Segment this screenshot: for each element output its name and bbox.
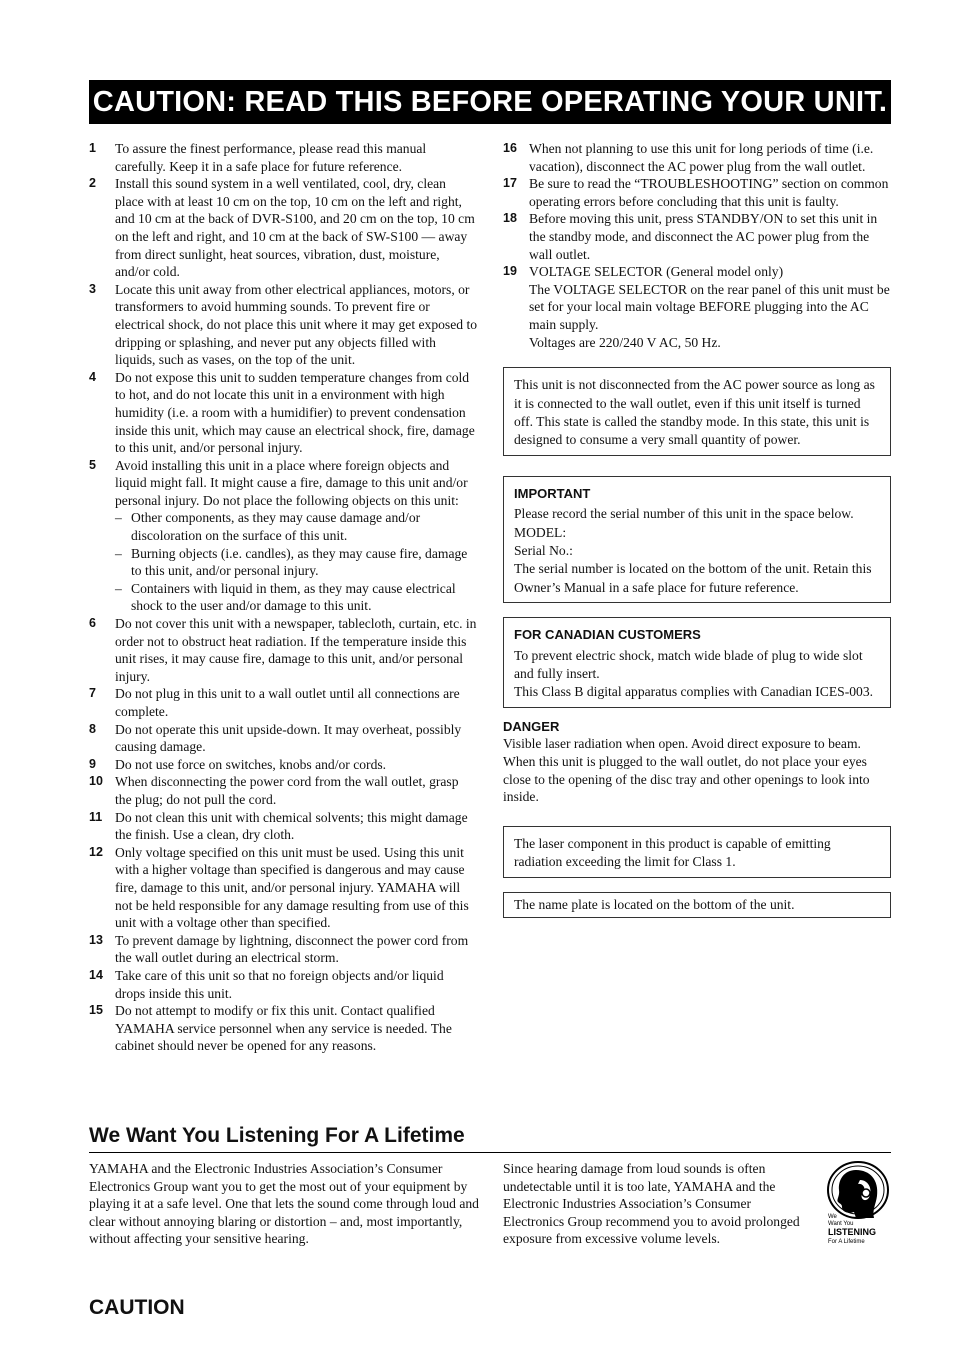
caution-list-left xyxy=(89,140,477,1055)
caution-heading: CAUTION xyxy=(89,1296,185,1319)
danger-title: DANGER xyxy=(503,718,560,734)
item-number: 1 xyxy=(89,141,96,155)
sub-item-text: Other components, as they may cause damage and/or discoloration on the surface of this unit. xyxy=(131,510,421,544)
lifetime-heading: We Want You Listening For A Lifetime xyxy=(89,1122,891,1153)
item-number: 17 xyxy=(503,176,517,191)
dash: – xyxy=(115,545,122,561)
item-text: Install this sound system in a well ventilated, cool, dry, clean place with at least 10 cm on the top, 10 cm on the left and right, and 10 cm at the back of DVR-S100, and 20 cm on the top, 10 cm on the left and right, and 10 cm at the back of SW-S100 — away from direct sunlight, heat sources, vibration, dust, moisture, and/or cold. xyxy=(115,176,475,280)
sub-item-text: Burning objects (i.e. candles), as they may cause fire, damage to this unit, and/or personal injury. xyxy=(131,545,468,579)
item-number: 10 xyxy=(89,774,103,789)
list-item xyxy=(89,1002,477,1055)
canadian-title: FOR CANADIAN CUSTOMERS xyxy=(514,627,701,643)
item-text: Before moving this unit, press STANDBY/ON to set this unit in the standby mode, and disconnect the AC power plug from the wall outlet. xyxy=(529,211,878,262)
item-text: Do not cover this unit with a newspaper, tablecloth, curtain, etc. in order not to obstruct heat radiation. If the temperature inside this unit rises, it may cause fire, damage to this unit, and/or personal injury. xyxy=(115,616,477,684)
list-item xyxy=(89,967,477,1002)
item-text: Do not operate this unit upside-down. It may overheat, possibly causing damage. xyxy=(115,721,462,755)
danger-text-2: When this unit is plugged to the wall outlet, do not place your eyes close to the opening of the disc tray and other openings to look into inside. xyxy=(503,754,870,805)
item-number: 3 xyxy=(89,281,96,296)
list-item xyxy=(89,281,477,369)
item-number: 11 xyxy=(89,809,103,824)
item-number: 7 xyxy=(89,686,96,701)
list-item xyxy=(503,140,891,175)
item-number: 12 xyxy=(89,844,103,859)
item-number: 15 xyxy=(89,1003,103,1018)
important-text: Please record the serial number of this unit in the space below. xyxy=(514,506,854,522)
item-text: Do not plug in this unit to a wall outlet until all connections are complete. xyxy=(115,686,460,719)
danger-section xyxy=(503,718,891,806)
item-number: 4 xyxy=(89,369,96,384)
sub-item xyxy=(115,545,477,580)
list-item xyxy=(89,756,477,774)
logo-text-lifetime: For A Lifetime xyxy=(828,1239,865,1245)
caution-list-right xyxy=(503,140,891,351)
model-label: MODEL: xyxy=(514,524,567,540)
item-text: Locate this unit away from other electrical appliances, motors, or transformers to avoid humming sounds. To prevent fire or electrical shock, do not place this unit where it may get exposed to dripping or splashing, and never put any objects filled with liquids, such as vases, on the top of the unit. xyxy=(115,281,478,368)
item-text: To prevent damage by lightning, disconnect the power cord from the wall outlet during an electrical storm. xyxy=(115,932,469,966)
sub-item xyxy=(115,580,477,615)
standby-notice-box xyxy=(503,367,891,456)
sub-item xyxy=(115,509,477,544)
left-column xyxy=(89,140,477,1055)
item-number: 5 xyxy=(89,457,96,472)
item-number: 8 xyxy=(89,721,96,736)
canadian-customers-box xyxy=(503,617,891,708)
item-number: 16 xyxy=(503,141,517,155)
laser-notice-text: The laser component in this product is capable of emitting radiation exceeding the limit for Class 1. xyxy=(514,835,831,870)
item-text: When disconnecting the power cord from the wall outlet, grasp the plug; do not pull the cord. xyxy=(115,774,459,807)
list-item xyxy=(89,721,477,756)
dash: – xyxy=(115,510,122,526)
list-item xyxy=(89,932,477,967)
page-title: CAUTION: READ THIS BEFORE OPERATING YOUR UNIT. xyxy=(89,80,891,124)
logo-text-listening: LISTENING xyxy=(828,1227,877,1237)
item-text: Avoid installing this unit in a place where foreign objects and liquid might fall. It might cause a fire, damage to this unit and/or personal injury. Do not place the following objects on this unit: xyxy=(115,457,468,508)
item-text: When not planning to use this unit for long periods of time (i.e. vacation), disconnect the AC power plug from the wall outlet. xyxy=(529,141,874,174)
list-item xyxy=(89,844,477,932)
canadian-text: To prevent electric shock, match wide blade of plug to wide slot and fully insert. xyxy=(514,647,863,681)
important-title: IMPORTANT xyxy=(514,485,591,501)
voltage-value: Voltages are 220/240 V AC, 50 Hz. xyxy=(529,334,721,350)
list-item xyxy=(89,809,477,844)
logo-text-want: Want You xyxy=(828,1221,854,1227)
dash: – xyxy=(115,580,122,596)
voltage-selector-heading: VOLTAGE SELECTOR (General model only) xyxy=(529,264,784,280)
danger-text: Visible laser radiation when open. Avoid direct exposure to beam. xyxy=(503,736,861,752)
item-number: 13 xyxy=(89,932,103,947)
item-text: Do not use force on switches, knobs and/or cords. xyxy=(115,756,387,772)
item-text: Only voltage specified on this unit must be used. Using this unit with a higher voltage than specified is dangerous and may cause fire, damage to this unit, and/or personal injury. YAMAHA will not be held responsible for any damage resulting from use of this unit with a voltage other than specified. xyxy=(115,844,469,931)
list-item xyxy=(89,615,477,685)
list-item xyxy=(503,263,891,351)
logo-text-we: We xyxy=(828,1214,837,1220)
standby-notice-text: This unit is not disconnected from the AC power source as long as it is connected to the wall outlet, even if this unit itself is turned off. This state is called the standby mode. In this state, this unit is designed to consume a very small quantity of power. xyxy=(514,377,875,448)
list-item xyxy=(89,369,477,457)
item-text: Do not expose this unit to sudden temperature changes from cold to hot, and do not locate this unit in a environment with high humidity (i.e. a room with a humidifier) to prevent condensation inside this unit, which may cause an electrical shock, fire, damage to this unit, and/or personal injury. xyxy=(115,369,475,456)
item-number: 14 xyxy=(89,967,103,982)
item-text: To assure the finest performance, please read this manual carefully. Keep it in a safe place for future reference. xyxy=(115,141,427,174)
nameplate-text: The name plate is located on the bottom of the unit. xyxy=(514,896,795,912)
nameplate-box xyxy=(503,892,891,918)
canadian-text-2: This Class B digital apparatus complies with Canadian ICES-003. xyxy=(514,684,874,700)
item-text: Do not attempt to modify or fix this unit. Contact qualified YAMAHA service personnel when any service is needed. The cabinet should never be opened for any reasons. xyxy=(115,1003,452,1054)
list-item xyxy=(503,175,891,210)
important-text-2: The serial number is located on the bottom of the unit. Retain this Owner’s Manual in a safe place for future reference. xyxy=(514,561,872,595)
item-body xyxy=(529,263,891,351)
item-number: 19 xyxy=(503,264,517,279)
list-item xyxy=(89,685,477,720)
right-column xyxy=(503,140,891,918)
listening-logo xyxy=(822,1160,890,1252)
item-number: 6 xyxy=(89,616,96,631)
item-body xyxy=(115,457,477,615)
lifetime-paragraph-right: Since hearing damage from loud sounds is often undetectable until it is too late, YAMAHA and the Electronic Industries Association’s Consumer Electronics Group recommend you to avoid prolonged exposure from excessive volume levels. xyxy=(503,1161,800,1247)
list-item xyxy=(503,210,891,263)
item-text: Take care of this unit so that no foreign objects and/or liquid drops inside this unit. xyxy=(115,967,444,1001)
item-number: 9 xyxy=(89,756,96,771)
list-item xyxy=(89,140,477,175)
voltage-selector-text: The VOLTAGE SELECTOR on the rear panel of this unit must be set for your local main voltage BEFORE plugging into the AC main supply. xyxy=(529,281,890,332)
item-number: 2 xyxy=(89,176,96,191)
list-item xyxy=(89,457,477,615)
list-item xyxy=(89,175,477,281)
item-number: 18 xyxy=(503,211,517,226)
item-text: Be sure to read the “TROUBLESHOOTING” section on common operating errors before concluding that this unit is faulty. xyxy=(529,176,889,209)
lifetime-paragraph-left: YAMAHA and the Electronic Industries Association’s Consumer Electronics Group want you to get the most out of your equipment by playing it at a safe level. One that lets the sound come through loud and clear without annoying blaring or distortion – and, most importantly, without affecting your sensitive hearing. xyxy=(89,1161,479,1247)
list-item xyxy=(89,773,477,808)
item-text: Do not clean this unit with chemical solvents; this might damage the finish. Use a clean, dry cloth. xyxy=(115,809,468,843)
important-box xyxy=(503,476,891,603)
sub-item-text: Containers with liquid in them, as they may cause electrical shock to the user and/or damage to this unit. xyxy=(131,580,456,614)
laser-notice-box xyxy=(503,826,891,878)
serial-label: Serial No.: xyxy=(514,542,573,558)
